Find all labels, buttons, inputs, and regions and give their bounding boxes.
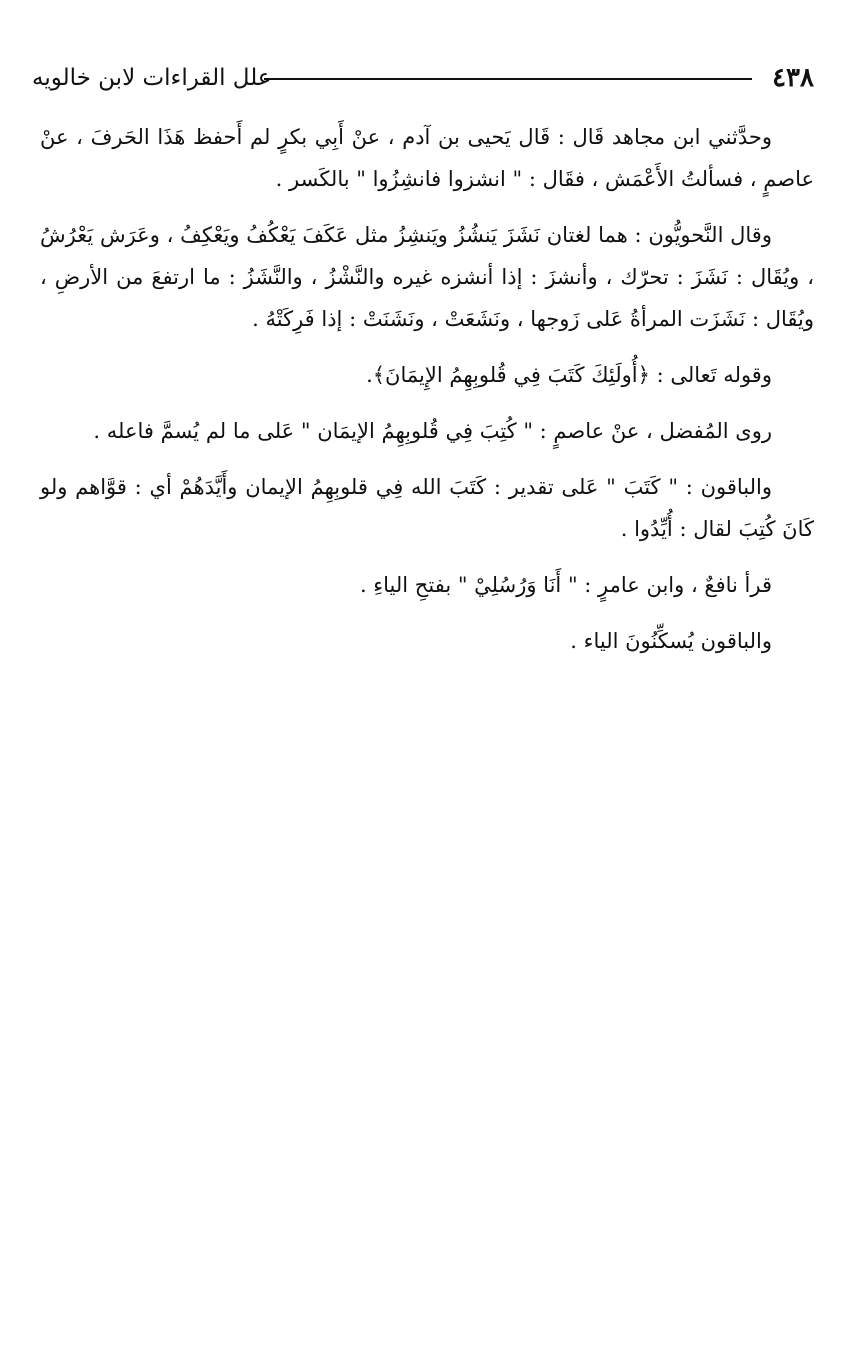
paragraph: روى المُفضل ، عنْ عاصمٍ : " كُتِبَ فِي قُلوبِهِمُ الإيمَان " عَلى ما لم يُسمَّ فاعله . <box>93 419 772 443</box>
body-text <box>40 116 814 676</box>
paragraph: وقال النَّحويُّون : هما لغتان نَشَزَ يَنشُزُ ويَنشِزُ مثل عَكَفَ يَعْكُفُ ويَعْكِفُ ، وعَرَش يَعْرُشُ ، ويُقَال : نَشَزَ : تحرّك ، وأنشزَ : إذا أنشزه غيره والنَّشْزُ ، والنَّشَزُ : ما ارتفعَ من الأرضِ ، ويُقَال : نَشَزَت المرأةُ عَلى زَوجها ، ونَشَعَتْ ، ونَشَنَتْ : إذا فَرِكَتْهُ . <box>40 223 814 331</box>
paragraph: والباقون : " كَتَبَ " عَلى تقدير : كَتَبَ الله فِي قلوبِهِمُ الإيمان وأَيَّدَهُمْ أي : قوَّاهم ولو كَانَ كُتِبَ لقال : أُيِّدُوا . <box>40 475 814 541</box>
paragraph: قرأ نافعٌ ، وابن عامرٍ : " أَنَا وَرُسُلِيْ " بفتحِ الياءِ . <box>359 573 772 597</box>
paragraph: وحدَّثني ابن مجاهد قَال : قَال يَحيى بن آدم ، عنْ أَبِي بكرٍ لم أَحفظ هَذَا الحَرفَ ، عنْ عاصمٍ ، فسألتُ الأَعْمَش ، فقَال : " انشزوا فانشِزُوا " بالكَسر . <box>40 125 814 191</box>
paragraph: وقوله تَعالى : ﴿أُولَئِكَ كَتَبَ فِي قُلوبِهِمُ الإِيمَانَ﴾. <box>366 363 772 387</box>
header-rule <box>264 78 752 80</box>
paragraph: والباقون يُسكِّنُونَ الياء . <box>570 629 772 653</box>
running-title: علل القراءات لابن خالويه <box>32 65 272 91</box>
page-header <box>32 58 814 98</box>
page-number: ٤٣٨ <box>772 63 814 93</box>
